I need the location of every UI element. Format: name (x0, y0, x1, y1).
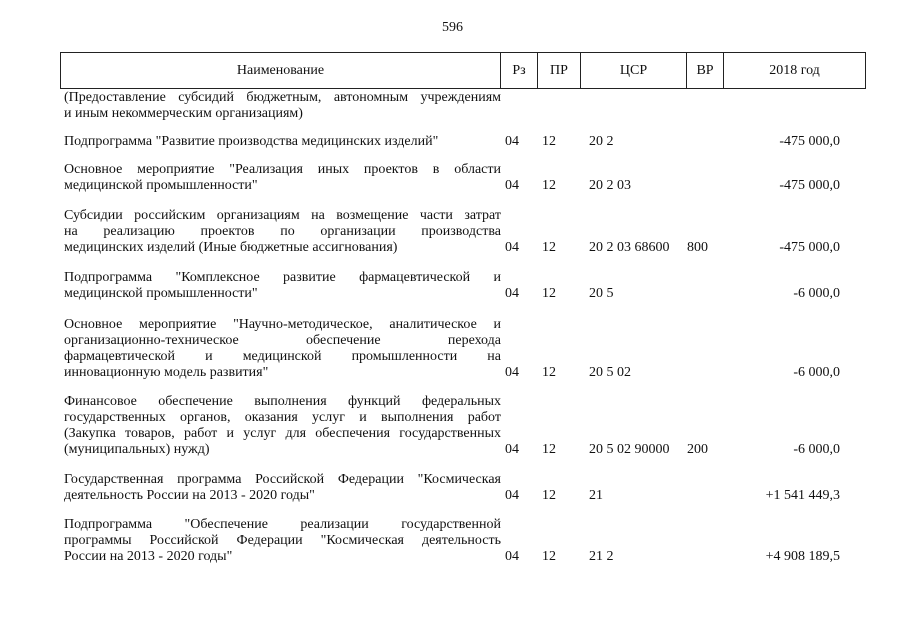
table-row (0, 472, 905, 504)
header-csr: ЦСР (581, 53, 687, 89)
row-name-line: Основное мероприятие "Реализация иных проектов в области (64, 162, 501, 177)
row-name-line: Подпрограмма "Комплексное развитие фармацевтической и (64, 270, 501, 285)
row-amount: -6 000,0 (793, 365, 840, 380)
row-rz: 04 (505, 240, 519, 255)
row-csr: 20 2 03 68600 (589, 240, 670, 255)
header-pr: ПР (538, 53, 581, 89)
row-rz: 04 (505, 286, 519, 301)
row-name-line: (Предоставление субсидий бюджетным, автономным учреждениям (64, 90, 501, 105)
table-row (0, 162, 905, 194)
row-amount: -475 000,0 (779, 240, 840, 255)
row-csr: 20 2 (589, 134, 614, 149)
row-name-line: Государственная программа Российской Федерации "Космическая (64, 472, 501, 487)
row-amount: -475 000,0 (779, 134, 840, 149)
row-name-line: государственных органов, оказания услуг и выполнения работ (64, 410, 501, 425)
page-number: 596 (442, 20, 463, 35)
row-pr: 12 (542, 442, 556, 457)
row-name-line: (Закупка товаров, работ и услуг для обеспечения государственных (64, 426, 501, 441)
row-pr: 12 (542, 134, 556, 149)
header-vr: ВР (687, 53, 724, 89)
row-name (64, 317, 501, 381)
row-name-line: программы Российской Федерации "Космическая деятельность (64, 533, 501, 548)
row-csr: 21 2 (589, 549, 614, 564)
row-pr: 12 (542, 286, 556, 301)
table-row (0, 134, 905, 150)
row-name-line: инновационную модель развития" (64, 365, 269, 380)
row-vr: 800 (687, 240, 708, 255)
row-pr: 12 (542, 365, 556, 380)
row-rz: 04 (505, 488, 519, 503)
row-name (64, 517, 501, 565)
row-pr: 12 (542, 549, 556, 564)
row-name-line: Основное мероприятие "Научно-методическое, аналитическое и (64, 317, 501, 332)
row-name (64, 270, 501, 302)
row-vr: 200 (687, 442, 708, 457)
row-name (64, 134, 501, 150)
row-name (64, 394, 501, 458)
row-rz: 04 (505, 178, 519, 193)
row-csr: 20 2 03 (589, 178, 631, 193)
row-amount: -475 000,0 (779, 178, 840, 193)
row-name-line: Субсидии российским организациям на возмещение части затрат (64, 208, 501, 223)
row-name-line: на реализацию проектов по организации производства (64, 224, 501, 239)
row-amount: +4 908 189,5 (765, 549, 840, 564)
row-name-line: (муниципальных) нужд) (64, 442, 210, 457)
header-name: Наименование (61, 53, 501, 89)
row-rz: 04 (505, 365, 519, 380)
header-year: 2018 год (724, 53, 866, 89)
row-name-line: медицинских изделий (Иные бюджетные ассигнования) (64, 240, 398, 255)
row-csr: 20 5 02 (589, 365, 631, 380)
row-name-line: Подпрограмма "Развитие производства медицинских изделий" (64, 134, 439, 149)
row-rz: 04 (505, 442, 519, 457)
row-pr: 12 (542, 178, 556, 193)
row-csr: 20 5 (589, 286, 614, 301)
row-amount: -6 000,0 (793, 442, 840, 457)
row-name-line: медицинской промышленности" (64, 178, 258, 193)
row-pr: 12 (542, 488, 556, 503)
row-csr: 20 5 02 90000 (589, 442, 670, 457)
row-name-line: России на 2013 - 2020 годы" (64, 549, 233, 564)
table-row (0, 90, 905, 122)
row-amount: -6 000,0 (793, 286, 840, 301)
row-name-line: Финансовое обеспечение выполнения функций федеральных (64, 394, 501, 409)
table-row (0, 394, 905, 458)
row-name-line: Подпрограмма "Обеспечение реализации государственной (64, 517, 501, 532)
row-amount: +1 541 449,3 (765, 488, 840, 503)
row-rz: 04 (505, 549, 519, 564)
table-row (0, 317, 905, 381)
header-rz: Рз (501, 53, 538, 89)
row-csr: 21 (589, 488, 603, 503)
row-name (64, 162, 501, 194)
row-name-line: организационно-техническое обеспечение перехода (64, 333, 501, 348)
row-name (64, 90, 501, 122)
row-name-line: фармацевтической и медицинской промышленности на (64, 349, 501, 364)
table-row (0, 208, 905, 256)
row-pr: 12 (542, 240, 556, 255)
table-row (0, 270, 905, 302)
table-row (0, 517, 905, 565)
row-name-line: деятельность России на 2013 - 2020 годы" (64, 488, 315, 503)
row-name (64, 208, 501, 256)
row-name-line: медицинской промышленности" (64, 286, 258, 301)
row-name (64, 472, 501, 504)
row-name-line: и иным некоммерческим организациям) (64, 106, 303, 121)
row-rz: 04 (505, 134, 519, 149)
